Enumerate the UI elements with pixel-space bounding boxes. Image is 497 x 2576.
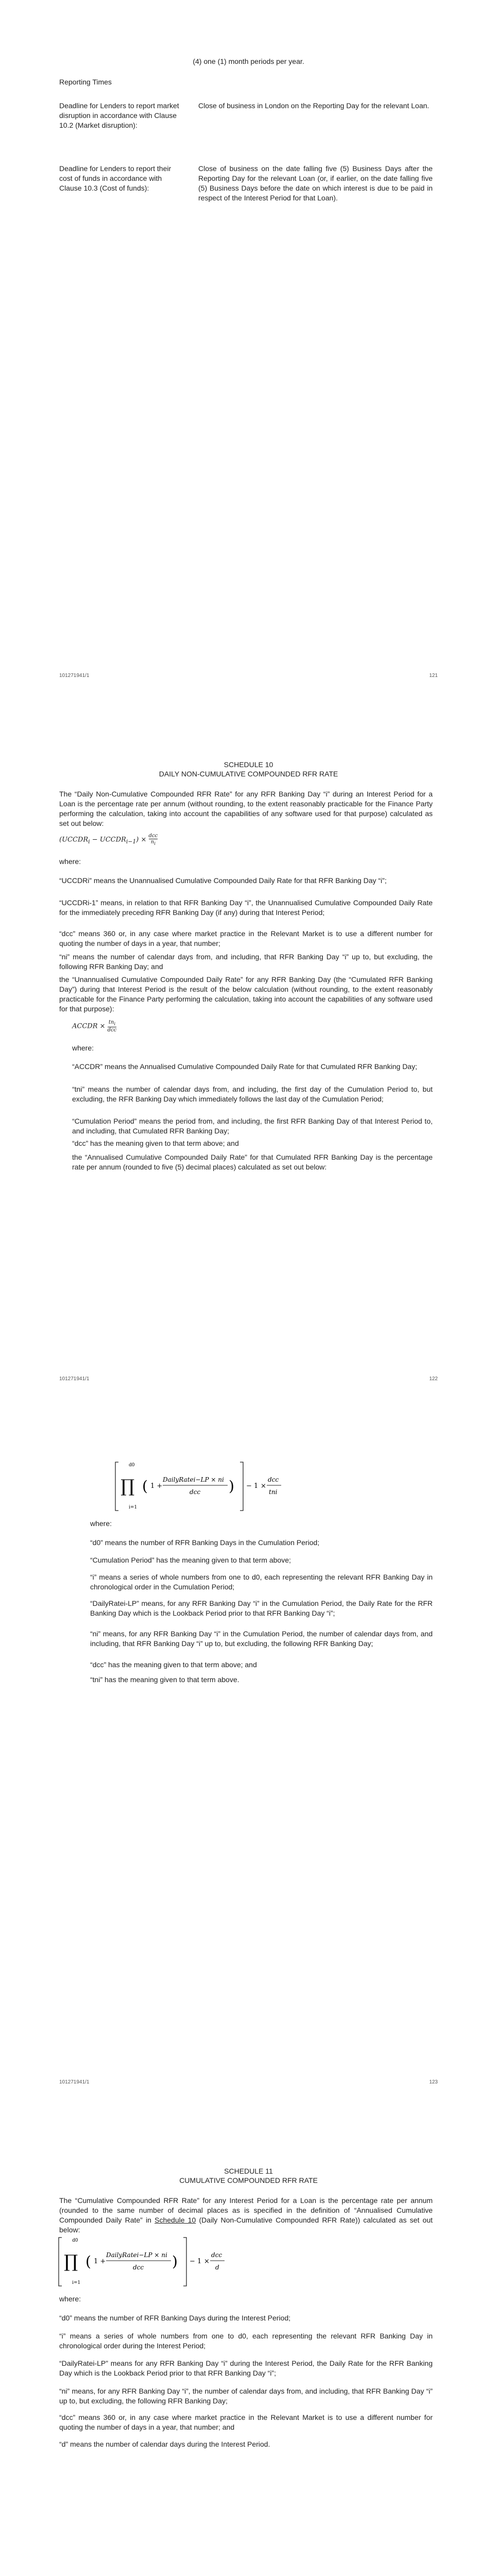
product-upper: d0	[72, 2238, 78, 2243]
schedule-10-link[interactable]: Schedule 10	[155, 2216, 196, 2224]
definition: “ni” means, for any RFR Banking Day “i” in the Cumulation Period, the number of calendar days from, and including, that RFR Banking Day “i” up to, but excluding, the following RFR Banking Day;	[90, 1630, 433, 1648]
minus-one: − 1	[246, 1482, 259, 1490]
denominator: dcc	[190, 1488, 201, 1496]
where-label: where:	[59, 2295, 81, 2303]
page-121	[0, 0, 497, 703]
formula-accdr: ACCDR × $tn_i$ dcc	[72, 1020, 117, 1033]
page-123	[0, 1406, 497, 2110]
where-label: where:	[90, 1519, 112, 1528]
definition: “dcc” has the meaning given to that term above; and	[90, 1660, 257, 1669]
schedule-title: SCHEDULE 10	[224, 760, 273, 769]
footer-reference: 101271941/1	[59, 673, 90, 679]
top-line: (4) one (1) month periods per year.	[193, 57, 304, 65]
reporting-times-heading: Reporting Times	[59, 78, 112, 86]
where-label: where:	[59, 857, 81, 866]
row-value: Close of business in London on the Reporting Day for the relevant Loan.	[198, 101, 430, 110]
definition: the “Annualised Cumulative Compounded Daily Rate” for that Cumulated RFR Banking Day is the percentage rate per annum (rounded to five (5) decimal places) calculated as set out below:	[72, 1153, 433, 1171]
definition: “UCCDRi” means the Unannualised Cumulative Compounded Daily Rate for that RFR Banking Day “i”;	[59, 876, 387, 885]
paren-open: (	[85, 2253, 91, 2270]
paren-open: (	[142, 1478, 148, 1495]
product-symbol: ∏	[121, 1476, 135, 1497]
denominator: dcc	[133, 2264, 144, 2271]
dcc-numerator: dcc	[268, 1476, 279, 1483]
paren-close: )	[172, 2253, 178, 2270]
schedule-subtitle: DAILY NON-CUMULATIVE COMPOUNDED RFR RATE	[159, 770, 338, 778]
definition: “Cumulation Period” means the period from, and including, the first RFR Banking Day of that Interest Period to, and including, that Cumulated RFR Banking Day;	[72, 1117, 433, 1135]
definition: “ni” means the number of calendar days from, and including, that RFR Banking Day “i” up to, but excluding, the following RFR Banking Day; and	[59, 953, 433, 971]
page-number: 121	[429, 673, 438, 679]
times: ×	[204, 2258, 210, 2265]
intro-paragraph: The “Daily Non-Cumulative Compounded RFR Rate” for any RFR Banking Day “i” during an Interest Period for a Loan is the percentage rate per annum (without rounding, to the extent reasonably practicable for the Finance Party performing the calculation, taking into account the capabilities of any software used for that purpose) calculated as set out below:	[59, 790, 433, 827]
annualised-rate-formula	[113, 1458, 319, 1515]
numerator: DailyRatei−LP × ni	[106, 2251, 167, 2259]
schedule-subtitle: CUMULATIVE COMPOUNDED RFR RATE	[179, 2176, 318, 2184]
definition: “dcc” means 360 or, in any case where market practice in the Relevant Market is to use a different number for quoting the number of days in a year, that number; and	[59, 2413, 433, 2431]
definition: “UCCDRi-1” means, in relation to that RFR Banking Day “i”, the Unannualised Cumulative Compounded Daily Rate for the immediately preceding RFR Banking Day (if any) during that Interest Period;	[59, 899, 433, 917]
page-number: 122	[429, 1376, 438, 1382]
one-plus: 1 +	[150, 1482, 163, 1490]
product-upper: d0	[129, 1463, 135, 1468]
definition: “ni” means, for any RFR Banking Day “i”, the number of calendar days from, and including, that RFR Banking Day “i” up to, but excluding, the following RFR Banking Day;	[59, 2387, 433, 2405]
schedule-title: SCHEDULE 11	[224, 2167, 273, 2175]
definition: “d0” means the number of RFR Banking Days during the Interest Period;	[59, 2314, 290, 2322]
numerator: DailyRatei−LP × ni	[163, 1476, 224, 1483]
definition: “tni” has the meaning given to that term above.	[90, 1675, 239, 1684]
definition: “Cumulation Period” has the meaning given to that term above;	[90, 1556, 291, 1564]
definition: “dcc” has the meaning given to that term above; and	[72, 1139, 239, 1147]
page-number: 123	[429, 2079, 438, 2085]
product-lower: i=1	[129, 1505, 138, 1510]
definition: “ACCDR” means the Annualised Cumulative Compounded Daily Rate for that Cumulated RFR Banking Day;	[72, 1062, 417, 1071]
formula-ucddr: ($UCCDR_i$ − $UCCDR_{i-1}$) × dcc $n_i$	[59, 833, 158, 846]
definition: “tni” means the number of calendar days from, and including, the first day of the Cumulation Period to, but excluding, the RFR Banking Day which immediately follows the last day of the Cumulation Period;	[72, 1085, 433, 1103]
tn-denominator: tni	[269, 1488, 278, 1496]
times: ×	[261, 1482, 266, 1490]
footer-reference: 101271941/1	[59, 2079, 90, 2085]
dcc-numerator: dcc	[211, 2251, 222, 2259]
row-label: Deadline for Lenders to report market disruption in accordance with Clause 10.2 (Market disruption):	[59, 101, 179, 129]
definition: the “Unannualised Cumulative Compounded Daily Rate” for any RFR Banking Day (the “Cumulated RFR Banking Day”) during that Interest Period is the result of the below calculation (without rounding, to the extent reasonably practicable for the Finance Party performing the calculation, taking into account the capabilities of any software used for that purpose):	[59, 975, 433, 1013]
one-plus: 1 +	[94, 2258, 106, 2265]
cumulative-rate-formula	[57, 2233, 263, 2290]
product-lower: i=1	[72, 2280, 81, 2285]
definition: “d0” means the number of RFR Banking Days in the Cumulation Period;	[90, 1538, 320, 1547]
definition: “d” means the number of calendar days during the Interest Period.	[59, 2440, 270, 2448]
definition: “i” means a series of whole numbers from one to d0, each representing the relevant RFR Banking Day in chronological order in the Cumulation Period;	[90, 1573, 433, 1591]
page-122	[0, 703, 497, 1406]
definition: “i” means a series of whole numbers from one to d0, each representing the relevant RFR Banking Day in chronological order during the Interest Period;	[59, 2332, 433, 2350]
minus-one: − 1	[190, 2258, 202, 2265]
footer-reference: 101271941/1	[59, 1376, 90, 1382]
paren-close: )	[229, 1478, 234, 1495]
where-label: where:	[72, 1044, 94, 1052]
page-124	[0, 2110, 497, 2576]
definition: “dcc” means 360 or, in any case where market practice in the Relevant Market is to use a different number for quoting the number of days in a year, that number;	[59, 929, 433, 947]
d-denominator: d	[215, 2264, 219, 2271]
row-value: Close of business on the date falling five (5) Business Days after the Reporting Day for the relevant Loan (or, if earlier, on the date falling five (5) Business Days before the date on which interest is due to be paid in respect of the Interest Period for that Loan).	[198, 164, 433, 202]
definition: “DailyRatei-LP” means for any RFR Banking Day “i” during the Interest Period, the Daily Rate for the RFR Banking Day which is the Lookback Period prior to that RFR Banking Day “i”;	[59, 2359, 433, 2377]
product-symbol: ∏	[64, 2251, 78, 2272]
intro-paragraph: The “Cumulative Compounded RFR Rate” for any Interest Period for a Loan is the percentage rate per annum (rounded to the same number of decimal places as is specified in the definition of “Annualised Cumulative Compounded Daily Rate” in Schedule 10 (Daily Non-Cumulative Compounded RFR Rate)) calculated as set out below:	[59, 2196, 433, 2234]
row-label: Deadline for Lenders to report their cost of funds in accordance with Clause 10.3 (Cost of funds):	[59, 164, 172, 192]
definition: “DailyRatei-LP” means, for any RFR Banking Day “i” in the Cumulation Period, the Daily Rate for the RFR Banking Day which is the Lookback Period prior to that RFR Banking Day “i”;	[90, 1599, 433, 1617]
